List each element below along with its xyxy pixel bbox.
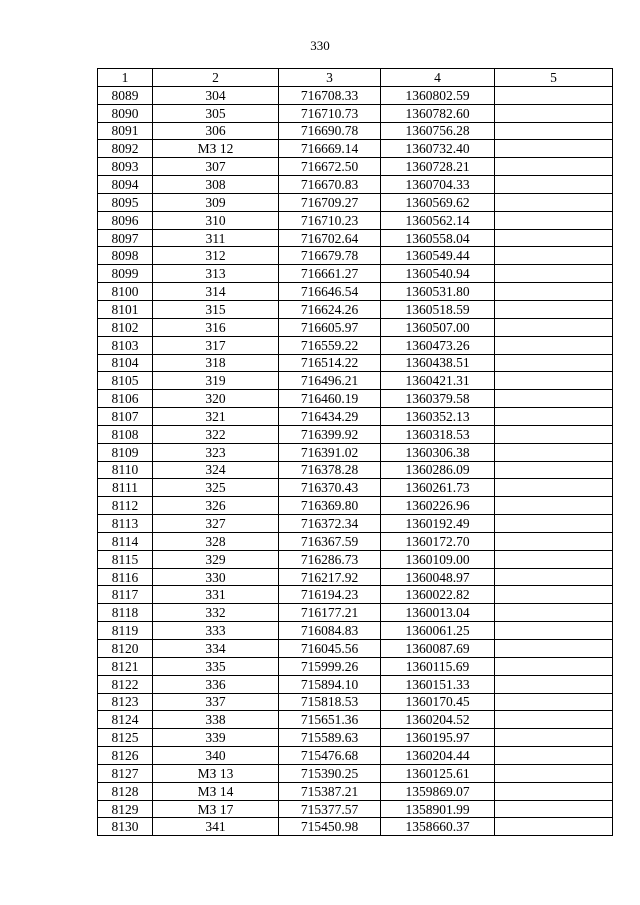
y-coordinate-cell: 1360549.44 — [381, 247, 495, 265]
header-row — [98, 69, 613, 87]
y-coordinate-cell: 1358660.37 — [381, 818, 495, 836]
y-coordinate-cell: 1360109.00 — [381, 550, 495, 568]
row-number-cell: 8109 — [98, 443, 153, 461]
note-cell — [495, 247, 613, 265]
table-row — [98, 283, 613, 301]
note-cell — [495, 443, 613, 461]
note-cell — [495, 122, 613, 140]
note-cell — [495, 211, 613, 229]
row-number-cell: 8104 — [98, 354, 153, 372]
x-coordinate-cell: 716194.23 — [279, 586, 381, 604]
table-row — [98, 747, 613, 765]
point-label-cell: 331 — [153, 586, 279, 604]
note-cell — [495, 818, 613, 836]
point-label-cell: 334 — [153, 640, 279, 658]
table-row — [98, 764, 613, 782]
x-coordinate-cell: 715377.57 — [279, 800, 381, 818]
table-row — [98, 247, 613, 265]
row-number-cell: 8092 — [98, 140, 153, 158]
x-coordinate-cell: 715589.63 — [279, 729, 381, 747]
x-coordinate-cell: 715818.53 — [279, 693, 381, 711]
x-coordinate-cell: 716710.23 — [279, 211, 381, 229]
x-coordinate-cell: 716372.34 — [279, 515, 381, 533]
row-number-cell: 8119 — [98, 622, 153, 640]
row-number-cell: 8115 — [98, 550, 153, 568]
table-row — [98, 318, 613, 336]
x-coordinate-cell: 716378.28 — [279, 461, 381, 479]
row-number-cell: 8112 — [98, 497, 153, 515]
note-cell — [495, 515, 613, 533]
table-row — [98, 158, 613, 176]
y-coordinate-cell: 1360172.70 — [381, 532, 495, 550]
note-cell — [495, 604, 613, 622]
note-cell — [495, 86, 613, 104]
x-coordinate-cell: 716702.64 — [279, 229, 381, 247]
y-coordinate-cell: 1360732.40 — [381, 140, 495, 158]
table-row — [98, 140, 613, 158]
point-label-cell: 336 — [153, 675, 279, 693]
table-row — [98, 300, 613, 318]
y-coordinate-cell: 1360507.00 — [381, 318, 495, 336]
note-cell — [495, 782, 613, 800]
y-coordinate-cell: 1360318.53 — [381, 425, 495, 443]
note-cell — [495, 176, 613, 194]
x-coordinate-cell: 716559.22 — [279, 336, 381, 354]
x-coordinate-cell: 716690.78 — [279, 122, 381, 140]
x-coordinate-cell: 716710.73 — [279, 104, 381, 122]
x-coordinate-cell: 716369.80 — [279, 497, 381, 515]
x-coordinate-cell: 716367.59 — [279, 532, 381, 550]
table-row — [98, 479, 613, 497]
row-number-cell: 8101 — [98, 300, 153, 318]
point-label-cell: 338 — [153, 711, 279, 729]
table-row — [98, 336, 613, 354]
table-row — [98, 818, 613, 836]
row-number-cell: 8097 — [98, 229, 153, 247]
row-number-cell: 8121 — [98, 657, 153, 675]
table-row — [98, 729, 613, 747]
table-body — [98, 86, 613, 835]
point-label-cell: МЗ 14 — [153, 782, 279, 800]
point-label-cell: 340 — [153, 747, 279, 765]
note-cell — [495, 747, 613, 765]
note-cell — [495, 283, 613, 301]
row-number-cell: 8126 — [98, 747, 153, 765]
row-number-cell: 8113 — [98, 515, 153, 533]
row-number-cell: 8100 — [98, 283, 153, 301]
x-coordinate-cell: 716399.92 — [279, 425, 381, 443]
point-label-cell: 321 — [153, 408, 279, 426]
table-row — [98, 229, 613, 247]
row-number-cell: 8105 — [98, 372, 153, 390]
y-coordinate-cell: 1360226.96 — [381, 497, 495, 515]
point-label-cell: 333 — [153, 622, 279, 640]
y-coordinate-cell: 1360087.69 — [381, 640, 495, 658]
x-coordinate-cell: 716624.26 — [279, 300, 381, 318]
y-coordinate-cell: 1360306.38 — [381, 443, 495, 461]
note-cell — [495, 300, 613, 318]
point-label-cell: 326 — [153, 497, 279, 515]
note-cell — [495, 657, 613, 675]
point-label-cell: МЗ 13 — [153, 764, 279, 782]
point-label-cell: 339 — [153, 729, 279, 747]
row-number-cell: 8098 — [98, 247, 153, 265]
y-coordinate-cell: 1360286.09 — [381, 461, 495, 479]
table-row — [98, 550, 613, 568]
point-label-cell: 317 — [153, 336, 279, 354]
x-coordinate-cell: 716496.21 — [279, 372, 381, 390]
note-cell — [495, 461, 613, 479]
table-row — [98, 461, 613, 479]
column-header-1: 1 — [98, 69, 153, 87]
note-cell — [495, 532, 613, 550]
row-number-cell: 8103 — [98, 336, 153, 354]
table-row — [98, 675, 613, 693]
point-label-cell: 319 — [153, 372, 279, 390]
row-number-cell: 8129 — [98, 800, 153, 818]
table-row — [98, 104, 613, 122]
x-coordinate-cell: 716669.14 — [279, 140, 381, 158]
row-number-cell: 8128 — [98, 782, 153, 800]
note-cell — [495, 193, 613, 211]
row-number-cell: 8124 — [98, 711, 153, 729]
y-coordinate-cell: 1360170.45 — [381, 693, 495, 711]
y-coordinate-cell: 1360204.44 — [381, 747, 495, 765]
point-label-cell: 330 — [153, 568, 279, 586]
note-cell — [495, 568, 613, 586]
row-number-cell: 8099 — [98, 265, 153, 283]
table-row — [98, 443, 613, 461]
row-number-cell: 8108 — [98, 425, 153, 443]
row-number-cell: 8122 — [98, 675, 153, 693]
point-label-cell: 324 — [153, 461, 279, 479]
y-coordinate-cell: 1360125.61 — [381, 764, 495, 782]
x-coordinate-cell: 716679.78 — [279, 247, 381, 265]
table-row — [98, 515, 613, 533]
point-label-cell: МЗ 17 — [153, 800, 279, 818]
table-row — [98, 86, 613, 104]
table-row — [98, 532, 613, 550]
table-row — [98, 122, 613, 140]
table-row — [98, 586, 613, 604]
y-coordinate-cell: 1360540.94 — [381, 265, 495, 283]
y-coordinate-cell: 1360562.14 — [381, 211, 495, 229]
row-number-cell: 8111 — [98, 479, 153, 497]
point-label-cell: 305 — [153, 104, 279, 122]
point-label-cell: 322 — [153, 425, 279, 443]
note-cell — [495, 265, 613, 283]
x-coordinate-cell: 716434.29 — [279, 408, 381, 426]
note-cell — [495, 390, 613, 408]
page-number: 330 — [310, 38, 330, 53]
x-coordinate-cell: 716286.73 — [279, 550, 381, 568]
y-coordinate-cell: 1360802.59 — [381, 86, 495, 104]
table-row — [98, 372, 613, 390]
note-cell — [495, 800, 613, 818]
x-coordinate-cell: 716661.27 — [279, 265, 381, 283]
note-cell — [495, 229, 613, 247]
table-row — [98, 711, 613, 729]
table-row — [98, 176, 613, 194]
point-label-cell: 316 — [153, 318, 279, 336]
row-number-cell: 8093 — [98, 158, 153, 176]
row-number-cell: 8090 — [98, 104, 153, 122]
row-number-cell: 8091 — [98, 122, 153, 140]
x-coordinate-cell: 715476.68 — [279, 747, 381, 765]
point-label-cell: 323 — [153, 443, 279, 461]
point-label-cell: 337 — [153, 693, 279, 711]
y-coordinate-cell: 1360013.04 — [381, 604, 495, 622]
point-label-cell: 320 — [153, 390, 279, 408]
table-row — [98, 211, 613, 229]
table-row — [98, 265, 613, 283]
point-label-cell: 329 — [153, 550, 279, 568]
point-label-cell: 314 — [153, 283, 279, 301]
table-row — [98, 193, 613, 211]
x-coordinate-cell: 716370.43 — [279, 479, 381, 497]
column-header-4: 4 — [381, 69, 495, 87]
point-label-cell: 332 — [153, 604, 279, 622]
table-row — [98, 354, 613, 372]
column-header-3: 3 — [279, 69, 381, 87]
table-row — [98, 497, 613, 515]
point-label-cell: 310 — [153, 211, 279, 229]
x-coordinate-cell: 716672.50 — [279, 158, 381, 176]
x-coordinate-cell: 716708.33 — [279, 86, 381, 104]
point-label-cell: 325 — [153, 479, 279, 497]
table-row — [98, 693, 613, 711]
table-row — [98, 425, 613, 443]
point-label-cell: 341 — [153, 818, 279, 836]
x-coordinate-cell: 716084.83 — [279, 622, 381, 640]
y-coordinate-cell: 1360195.97 — [381, 729, 495, 747]
table-row — [98, 408, 613, 426]
point-label-cell: 309 — [153, 193, 279, 211]
point-label-cell: 307 — [153, 158, 279, 176]
row-number-cell: 8118 — [98, 604, 153, 622]
table-row — [98, 800, 613, 818]
y-coordinate-cell: 1360115.69 — [381, 657, 495, 675]
row-number-cell: 8107 — [98, 408, 153, 426]
note-cell — [495, 372, 613, 390]
note-cell — [495, 158, 613, 176]
x-coordinate-cell: 715651.36 — [279, 711, 381, 729]
x-coordinate-cell: 716514.22 — [279, 354, 381, 372]
point-label-cell: 335 — [153, 657, 279, 675]
y-coordinate-cell: 1360379.58 — [381, 390, 495, 408]
note-cell — [495, 640, 613, 658]
row-number-cell: 8117 — [98, 586, 153, 604]
y-coordinate-cell: 1360151.33 — [381, 675, 495, 693]
note-cell — [495, 764, 613, 782]
table-row — [98, 622, 613, 640]
point-label-cell: 327 — [153, 515, 279, 533]
x-coordinate-cell: 715387.21 — [279, 782, 381, 800]
point-label-cell: 328 — [153, 532, 279, 550]
x-coordinate-cell: 715450.98 — [279, 818, 381, 836]
y-coordinate-cell: 1360192.49 — [381, 515, 495, 533]
y-coordinate-cell: 1360061.25 — [381, 622, 495, 640]
row-number-cell: 8096 — [98, 211, 153, 229]
note-cell — [495, 336, 613, 354]
x-coordinate-cell: 715894.10 — [279, 675, 381, 693]
y-coordinate-cell: 1360421.31 — [381, 372, 495, 390]
row-number-cell: 8120 — [98, 640, 153, 658]
table-header — [98, 69, 613, 87]
note-cell — [495, 622, 613, 640]
row-number-cell: 8089 — [98, 86, 153, 104]
y-coordinate-cell: 1360261.73 — [381, 479, 495, 497]
note-cell — [495, 550, 613, 568]
point-label-cell: 312 — [153, 247, 279, 265]
point-label-cell: 306 — [153, 122, 279, 140]
table-row — [98, 390, 613, 408]
row-number-cell: 8130 — [98, 818, 153, 836]
y-coordinate-cell: 1360473.26 — [381, 336, 495, 354]
column-header-2: 2 — [153, 69, 279, 87]
y-coordinate-cell: 1359869.07 — [381, 782, 495, 800]
note-cell — [495, 479, 613, 497]
point-label-cell: 315 — [153, 300, 279, 318]
row-number-cell: 8106 — [98, 390, 153, 408]
row-number-cell: 8123 — [98, 693, 153, 711]
row-number-cell: 8102 — [98, 318, 153, 336]
y-coordinate-cell: 1360204.52 — [381, 711, 495, 729]
note-cell — [495, 354, 613, 372]
note-cell — [495, 675, 613, 693]
table-row — [98, 640, 613, 658]
table-row — [98, 568, 613, 586]
column-header-5: 5 — [495, 69, 613, 87]
x-coordinate-cell: 716670.83 — [279, 176, 381, 194]
x-coordinate-cell: 715999.26 — [279, 657, 381, 675]
point-label-cell: 318 — [153, 354, 279, 372]
note-cell — [495, 729, 613, 747]
note-cell — [495, 408, 613, 426]
y-coordinate-cell: 1360728.21 — [381, 158, 495, 176]
table-row — [98, 657, 613, 675]
x-coordinate-cell: 716646.54 — [279, 283, 381, 301]
y-coordinate-cell: 1358901.99 — [381, 800, 495, 818]
y-coordinate-cell: 1360704.33 — [381, 176, 495, 194]
point-label-cell: 308 — [153, 176, 279, 194]
note-cell — [495, 140, 613, 158]
x-coordinate-cell: 716045.56 — [279, 640, 381, 658]
point-label-cell: 313 — [153, 265, 279, 283]
x-coordinate-cell: 716217.92 — [279, 568, 381, 586]
note-cell — [495, 104, 613, 122]
y-coordinate-cell: 1360048.97 — [381, 568, 495, 586]
note-cell — [495, 586, 613, 604]
y-coordinate-cell: 1360352.13 — [381, 408, 495, 426]
x-coordinate-cell: 716709.27 — [279, 193, 381, 211]
row-number-cell: 8127 — [98, 764, 153, 782]
row-number-cell: 8125 — [98, 729, 153, 747]
y-coordinate-cell: 1360518.59 — [381, 300, 495, 318]
table-row — [98, 782, 613, 800]
row-number-cell: 8114 — [98, 532, 153, 550]
note-cell — [495, 711, 613, 729]
note-cell — [495, 497, 613, 515]
x-coordinate-cell: 715390.25 — [279, 764, 381, 782]
x-coordinate-cell: 716177.21 — [279, 604, 381, 622]
x-coordinate-cell: 716391.02 — [279, 443, 381, 461]
note-cell — [495, 693, 613, 711]
row-number-cell: 8094 — [98, 176, 153, 194]
point-label-cell: 304 — [153, 86, 279, 104]
y-coordinate-cell: 1360756.28 — [381, 122, 495, 140]
y-coordinate-cell: 1360531.80 — [381, 283, 495, 301]
row-number-cell: 8095 — [98, 193, 153, 211]
x-coordinate-cell: 716460.19 — [279, 390, 381, 408]
note-cell — [495, 425, 613, 443]
note-cell — [495, 318, 613, 336]
coordinates-table — [97, 68, 613, 836]
y-coordinate-cell: 1360438.51 — [381, 354, 495, 372]
y-coordinate-cell: 1360558.04 — [381, 229, 495, 247]
y-coordinate-cell: 1360569.62 — [381, 193, 495, 211]
row-number-cell: 8110 — [98, 461, 153, 479]
y-coordinate-cell: 1360782.60 — [381, 104, 495, 122]
row-number-cell: 8116 — [98, 568, 153, 586]
y-coordinate-cell: 1360022.82 — [381, 586, 495, 604]
point-label-cell: МЗ 12 — [153, 140, 279, 158]
table-row — [98, 604, 613, 622]
x-coordinate-cell: 716605.97 — [279, 318, 381, 336]
point-label-cell: 311 — [153, 229, 279, 247]
